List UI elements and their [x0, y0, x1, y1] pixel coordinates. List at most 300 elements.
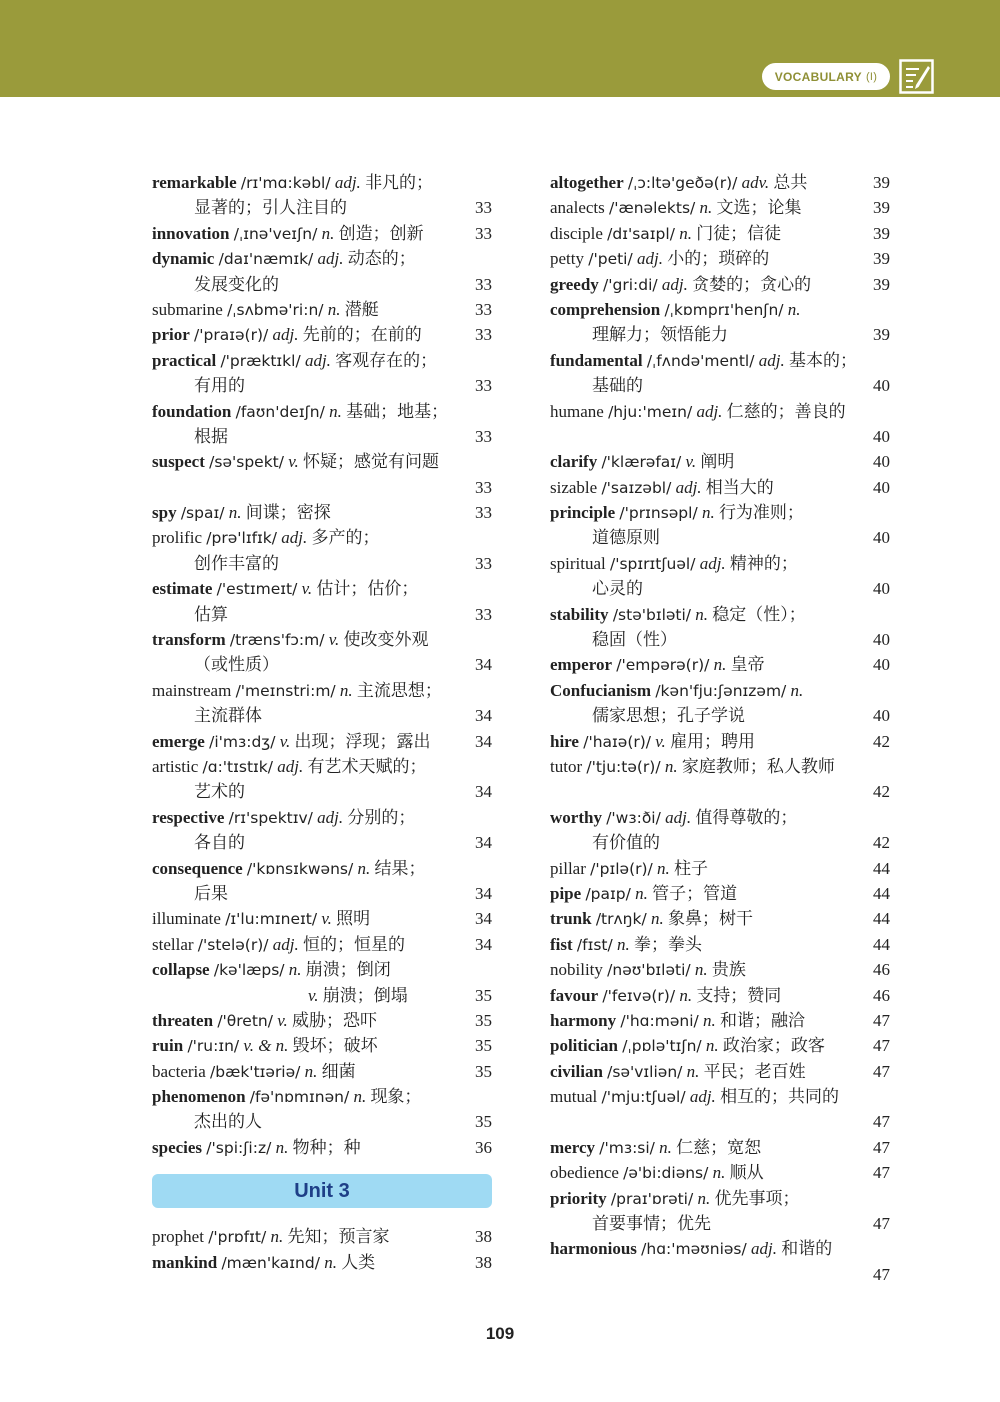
vocab-entry [152, 1033, 492, 1058]
headword: civilian [550, 1061, 603, 1081]
vocab-entry [152, 957, 492, 982]
phonetic: /stə'bɪləti/ [612, 605, 692, 624]
phonetic: /træns'fɔ:m/ [229, 631, 325, 650]
phonetic: /'præktɪkl/ [220, 351, 301, 370]
vocab-continuation [152, 373, 492, 398]
page-ref: 34 [475, 833, 492, 853]
vocab-continuation [550, 373, 890, 398]
right-word-list [550, 170, 890, 1287]
vocab-entry [152, 297, 492, 322]
part-of-speech: n. [694, 960, 708, 980]
phonetic: /spaɪ/ [180, 504, 225, 523]
headword: stellar [152, 934, 194, 954]
part-of-speech: adj. [334, 173, 361, 192]
definition: 首要事情；优先 [592, 1214, 711, 1234]
part-of-speech: v. [655, 731, 666, 751]
phonetic: /ˌkɒmprɪ'henʃn/ [664, 300, 784, 319]
part-of-speech: v. [277, 1010, 288, 1030]
headword: pillar [550, 858, 586, 878]
phonetic: /sə'spekt/ [209, 453, 284, 472]
page-ref: 46 [873, 960, 890, 980]
vocab-entry [152, 805, 492, 830]
vocab-entry [550, 170, 890, 195]
headword: pipe [550, 883, 582, 903]
vocab-entry [550, 678, 890, 703]
page-ref: 38 [475, 1252, 492, 1272]
vocab-entry [550, 1160, 890, 1185]
definition: 道德原则 [592, 528, 660, 548]
vocab-entry [152, 576, 492, 601]
headword: greedy [550, 274, 599, 294]
part-of-speech: n. [329, 401, 342, 421]
definition: 物种；种 [292, 1137, 361, 1157]
part-of-speech: n. [664, 756, 678, 776]
page-ref: 35 [475, 1061, 492, 1081]
definition: 先前的；在前的 [302, 325, 422, 345]
headword: dynamic [152, 249, 215, 269]
definition: （或性质） [194, 655, 279, 675]
part-of-speech: adj. [699, 553, 726, 573]
page-ref: 44 [873, 883, 890, 903]
phonetic: /'empərə(r)/ [616, 656, 710, 675]
page-ref: 33 [475, 477, 492, 497]
part-of-speech: n. [339, 680, 353, 700]
page-ref: 35 [475, 1036, 492, 1056]
vocabulary-column-left [152, 170, 492, 1275]
vocab-entry [152, 500, 492, 525]
definition: 稳固（性） [592, 630, 677, 650]
headword: innovation [152, 223, 230, 243]
part-of-speech: adj. [304, 350, 331, 370]
page-ref: 47 [873, 1036, 890, 1056]
phonetic: /prə'lɪfɪk/ [206, 529, 278, 548]
part-of-speech: n. [659, 1137, 672, 1157]
part-of-speech: n. [686, 1061, 700, 1081]
definition: 和谐的 [781, 1239, 833, 1259]
phonetic: /trʌŋk/ [595, 910, 647, 929]
part-of-speech: v. [308, 985, 319, 1005]
part-of-speech: n. [705, 1036, 719, 1056]
headword: prior [152, 325, 190, 345]
definition: 小的；琐碎的 [667, 249, 770, 269]
definition: 动态的； [347, 249, 416, 269]
vocab-entry [550, 754, 890, 779]
part-of-speech: n. [353, 1087, 367, 1107]
definition: 多产的； [311, 528, 380, 548]
definition: 潜艇 [344, 299, 379, 319]
phonetic: /ˌpɒlə'tɪʃn/ [622, 1037, 702, 1056]
definition: 显著的；引人注目的 [194, 198, 347, 218]
definition: 先知；预言家 [287, 1227, 390, 1247]
definition: 相互的；共同的 [720, 1087, 840, 1107]
headword: clarify [550, 452, 598, 472]
page-ref: 36 [475, 1137, 492, 1157]
headword: emerge [152, 731, 205, 751]
page-ref: 33 [475, 503, 492, 523]
page-ref: 39 [873, 325, 890, 345]
definition: 细菌 [321, 1061, 356, 1081]
headword: practical [152, 350, 217, 370]
headword: transform [152, 630, 226, 650]
vocab-continuation [550, 830, 890, 855]
phonetic: /rɪ'spektɪv/ [228, 808, 313, 827]
phonetic: /'prɪnsəpl/ [619, 504, 698, 523]
phonetic: /ɑ:'tɪstɪk/ [202, 757, 274, 776]
part-of-speech: adj. [281, 528, 308, 548]
definition: 值得尊敬的； [695, 807, 798, 827]
page-ref: 40 [873, 630, 890, 650]
definition: 根据 [194, 426, 228, 446]
phonetic: /'kɒnsɪkwəns/ [246, 859, 354, 878]
page-ref: 35 [475, 1112, 492, 1132]
definition: 文选；论集 [716, 198, 802, 218]
page-ref: 39 [873, 249, 890, 269]
definition: 阐明 [700, 452, 735, 472]
definition: 毁坏；破坏 [292, 1036, 378, 1056]
headword: consequence [152, 858, 243, 878]
vocab-entry [550, 1135, 890, 1160]
definition: 管子；管道 [652, 883, 738, 903]
phonetic: /'stelə(r)/ [197, 935, 269, 954]
headword: submarine [152, 299, 223, 319]
page-ref: 39 [873, 274, 890, 294]
vocab-continuation [152, 830, 492, 855]
headword: illuminate [152, 909, 221, 929]
headword: harmony [550, 1010, 617, 1030]
part-of-speech: adj. [758, 350, 785, 370]
definition: 创作丰富的 [194, 553, 279, 573]
headword: trunk [550, 909, 592, 929]
definition: 行为准则； [718, 503, 804, 523]
part-of-speech: v. [279, 731, 291, 751]
part-of-speech: n. [270, 1227, 284, 1247]
vocab-entry [550, 1186, 890, 1211]
definition: 分别的； [347, 807, 416, 827]
page-ref: 34 [475, 909, 492, 929]
headword: stability [550, 604, 609, 624]
headword: emperor [550, 655, 612, 675]
headword: spiritual [550, 553, 606, 573]
vocab-entry [152, 1224, 492, 1249]
headword: favour [550, 985, 599, 1005]
phonetic: /ˌfʌndə'mentl/ [646, 351, 755, 370]
definition: 后果 [194, 883, 228, 903]
definition: 雇用；聘用 [670, 731, 756, 751]
phonetic: /ˌɪnə'veɪʃn/ [233, 224, 318, 243]
page-ref: 47 [873, 1214, 890, 1234]
page-ref: 39 [873, 198, 890, 218]
headword: artistic [152, 756, 199, 776]
vocab-entry [152, 729, 492, 754]
vocab-continuation [152, 779, 492, 804]
definition: 象鼻；树干 [667, 909, 753, 929]
part-of-speech: adj. [272, 325, 299, 345]
page-ref: 47 [873, 1264, 890, 1284]
definition: 总共 [773, 173, 808, 192]
page-ref: 33 [475, 198, 492, 218]
part-of-speech: n. [679, 985, 693, 1005]
phonetic: /'spi:ʃi:z/ [206, 1138, 272, 1157]
part-of-speech: n. [617, 934, 630, 954]
definition: 儒家思想；孔子学说 [592, 706, 745, 726]
headword: mainstream [152, 680, 232, 700]
phonetic: /'estɪmeɪt/ [216, 580, 298, 599]
vocab-entry [550, 983, 890, 1008]
vocab-continuation [152, 703, 492, 728]
phonetic: /ə'bi:diəns/ [623, 1164, 709, 1183]
headword: harmonious [550, 1239, 637, 1259]
part-of-speech: n. [327, 299, 341, 319]
vocab-entry [550, 272, 890, 297]
part-of-speech: v. [288, 452, 299, 472]
vocab-entry [550, 856, 890, 881]
definition: 出现；浮现；露出 [294, 731, 431, 751]
page-ref: 33 [475, 223, 492, 243]
definition: 人类 [341, 1252, 376, 1272]
headword: prophet [152, 1227, 204, 1247]
phonetic: /nəʊ'bɪləti/ [607, 961, 691, 980]
vocab-continuation [152, 602, 492, 627]
definition: 照明 [336, 909, 371, 929]
part-of-speech: n. [657, 858, 670, 878]
definition: 心灵的 [592, 579, 643, 599]
definition: 估计；估价； [316, 579, 419, 599]
vocabulary-column-right [550, 170, 890, 1287]
headword: analects [550, 198, 605, 218]
page-ref: 42 [873, 833, 890, 853]
vocab-entry [152, 754, 492, 779]
vocab-entry [550, 551, 890, 576]
page-ref: 40 [873, 426, 890, 446]
vocab-continuation [152, 551, 492, 576]
phonetic: /'feɪvə(r)/ [602, 986, 676, 1005]
headword: mutual [550, 1087, 598, 1107]
vocab-entry [550, 1059, 890, 1084]
definition: 主流思想； [356, 680, 442, 700]
headword: spy [152, 503, 177, 523]
phonetic: /sə'vɪliən/ [607, 1062, 683, 1081]
part-of-speech: adj. [317, 249, 344, 269]
phonetic: /fə'nɒmɪnən/ [249, 1088, 350, 1107]
page-ref-line [152, 475, 492, 500]
phonetic: /'mɜ:si/ [599, 1138, 655, 1157]
vocab-entry [152, 1084, 492, 1109]
vocab-entry [152, 399, 492, 424]
left-word-list [152, 170, 492, 1160]
definition: 优先事项； [714, 1188, 800, 1208]
definition: 拳；拳头 [634, 934, 702, 954]
phonetic: /praɪ'ɒrəti/ [610, 1189, 694, 1208]
part-of-speech: n. [679, 223, 692, 243]
part-of-speech: n. [288, 960, 302, 980]
phonetic: /'pɪlə(r)/ [590, 859, 653, 878]
definition: 仁慈；宽恕 [676, 1137, 762, 1157]
definition: 和谐；融洽 [719, 1010, 805, 1030]
page-ref: 40 [873, 579, 890, 599]
headword: estimate [152, 579, 213, 599]
headword: nobility [550, 960, 603, 980]
headword: species [152, 1137, 203, 1157]
vocab-entry [152, 170, 492, 195]
headword: phenomenon [152, 1087, 246, 1107]
page-ref: 33 [475, 376, 492, 396]
section-label-pill [762, 63, 890, 90]
vocab-entry [550, 1033, 890, 1058]
definition: 顺从 [729, 1163, 764, 1183]
left-word-list-unit3 [152, 1224, 492, 1275]
phonetic: /hɑ:'məʊniəs/ [641, 1240, 747, 1259]
vocab-entry [550, 399, 890, 424]
phonetic: /'klærəfaɪ/ [601, 453, 682, 472]
vocab-entry [550, 500, 890, 525]
definition: 估算 [194, 604, 228, 624]
part-of-speech: adv. [741, 173, 770, 192]
part-of-speech: adj. [696, 401, 723, 421]
part-of-speech: n. [701, 503, 715, 523]
definition: 创造；创新 [338, 223, 424, 243]
vocab-continuation [152, 1109, 492, 1134]
phonetic: /'tju:tə(r)/ [586, 757, 661, 776]
phonetic: /dɪ'saɪpl/ [607, 224, 675, 243]
page-ref: 39 [873, 223, 890, 243]
headword: suspect [152, 452, 205, 472]
vocab-continuation [550, 627, 890, 652]
part-of-speech: adj. [272, 934, 299, 954]
section-label: VOCABULARY [774, 69, 862, 84]
headword: mankind [152, 1252, 218, 1272]
vocab-entry [152, 348, 492, 373]
vocab-entry [550, 475, 890, 500]
page-ref-line [550, 779, 890, 804]
definition: 恒的；恒星的 [303, 934, 405, 954]
vocab-entry [152, 627, 492, 652]
vocab-entry [152, 1250, 492, 1275]
headword: bacteria [152, 1061, 206, 1081]
vocab-entry [152, 856, 492, 881]
phonetic: /'haɪə(r)/ [583, 732, 652, 751]
phonetic: /'spɪrɪtʃuəl/ [609, 554, 696, 573]
vocab-entry [550, 195, 890, 220]
page-ref: 33 [475, 426, 492, 446]
vocab-entry [550, 1236, 890, 1261]
vocab-entry [152, 906, 492, 931]
phonetic: /ɪ'lu:mɪneɪt/ [225, 910, 318, 929]
part-of-speech: adj. [750, 1239, 777, 1259]
headword: tutor [550, 756, 583, 776]
vocab-entry [152, 1059, 492, 1084]
page-ref: 38 [475, 1227, 492, 1247]
page-ref: 46 [873, 985, 890, 1005]
phonetic: /'praɪə(r)/ [194, 326, 269, 345]
part-of-speech: n. [228, 503, 242, 523]
definition: 使改变外观 [343, 630, 429, 650]
vocab-entry [550, 1084, 890, 1109]
definition: 相当大的 [705, 477, 774, 497]
definition: 威胁；恐吓 [292, 1010, 378, 1030]
phonetic: /'saɪzəbl/ [601, 478, 672, 497]
vocab-entry [550, 449, 890, 474]
headword: altogether [550, 173, 624, 192]
page-ref: 33 [475, 325, 492, 345]
section-sub-label: (I) [865, 70, 878, 83]
page-ref: 40 [873, 528, 890, 548]
phonetic: /bæk'tɪəriə/ [210, 1062, 301, 1081]
headword: sizable [550, 477, 598, 497]
vocab-entry [152, 322, 492, 347]
headword: hire [550, 731, 579, 751]
definition: 基础；地基； [346, 401, 449, 421]
vocab-entry [152, 1135, 492, 1160]
phonetic: /daɪ'næmɪk/ [218, 250, 314, 269]
part-of-speech: adj. [277, 756, 304, 776]
headword: respective [152, 807, 225, 827]
part-of-speech: v. [301, 579, 313, 599]
headword: obedience [550, 1163, 619, 1183]
page-ref: 40 [873, 452, 890, 472]
vocab-entry [550, 652, 890, 677]
page-ref: 34 [475, 655, 492, 675]
definition: 艺术的 [194, 782, 245, 802]
part-of-speech: v. [685, 452, 697, 472]
definition: 杰出的人 [194, 1112, 262, 1132]
phonetic: /'wɜ:ði/ [606, 808, 661, 827]
part-of-speech: adj. [689, 1087, 716, 1107]
vocab-entry [550, 221, 890, 246]
page-ref: 35 [475, 985, 492, 1005]
part-of-speech: n. [699, 198, 713, 218]
page-ref: 34 [475, 706, 492, 726]
part-of-speech: n. [702, 1010, 716, 1030]
definition: 现象； [370, 1087, 422, 1107]
definition: 结果； [374, 858, 426, 878]
definition: 柱子 [674, 858, 709, 878]
part-of-speech: n. [790, 680, 804, 700]
vocab-entry [550, 246, 890, 271]
part-of-speech: n. [712, 1163, 726, 1183]
headword: humane [550, 401, 604, 421]
headword: fundamental [550, 350, 643, 370]
phonetic: /'ru:ɪn/ [187, 1037, 240, 1056]
definition: 有价值的 [592, 833, 660, 853]
page-ref: 40 [873, 706, 890, 726]
vocab-entry [152, 525, 492, 550]
phonetic: /'mju:tʃuəl/ [601, 1088, 686, 1107]
part-of-speech: n. [695, 604, 709, 624]
definition: 精神的； [729, 553, 798, 573]
definition: 客观存在的； [335, 350, 438, 370]
headword: principle [550, 503, 616, 523]
headword: comprehension [550, 299, 661, 319]
definition: 贪婪的；贪心的 [692, 274, 812, 294]
vocab-continuation [550, 525, 890, 550]
unit-heading: Unit 3 [152, 1174, 492, 1208]
headword: threaten [152, 1010, 214, 1030]
definition: 发展变化的 [194, 274, 279, 294]
phonetic: /'gri:di/ [603, 275, 658, 294]
part-of-speech: adj. [665, 807, 692, 827]
definition: 基本的； [788, 350, 857, 370]
definition: 理解力；领悟能力 [592, 325, 728, 345]
vocab-continuation [550, 703, 890, 728]
vocab-continuation [152, 272, 492, 297]
phonetic: /fɪst/ [576, 935, 613, 954]
page-ref: 47 [873, 1112, 890, 1132]
part-of-speech: n. [324, 1252, 337, 1272]
definition: 主流群体 [194, 706, 262, 726]
page-ref: 47 [873, 1163, 890, 1183]
page-ref: 40 [873, 376, 890, 396]
vocab-entry [550, 348, 890, 373]
